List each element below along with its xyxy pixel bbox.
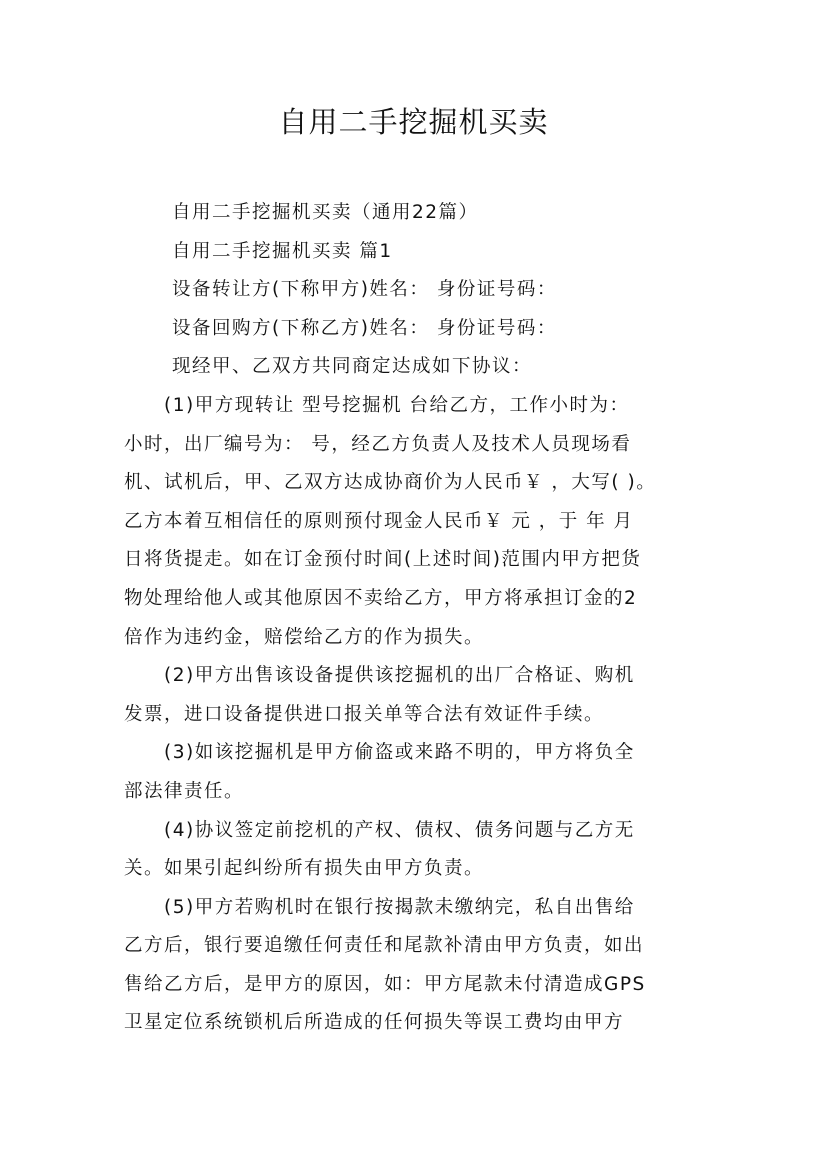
clause-3-line-1: (3)如该挖掘机是甲方偷盗或来路不明的，甲方将负全 bbox=[164, 742, 635, 764]
clause-2-line-1: (2)甲方出售该设备提供该挖掘机的出厂合格证、购机 bbox=[164, 665, 635, 687]
buyer-info-line: 设备回购方(下称乙方)姓名： 身份证号码： bbox=[172, 317, 557, 339]
clause-1-line-6: 物处理给他人或其他原因不卖给乙方，甲方将承担订金的2 bbox=[124, 587, 638, 609]
clause-2-line-2: 发票，进口设备提供进口报关单等合法有效证件手续。 bbox=[124, 703, 605, 725]
clause-1-line-4: 乙方本着互相信任的原则预付现金人民币￥ 元 ，于 年 月 bbox=[124, 510, 634, 532]
agreement-intro-line: 现经甲、乙双方共同商定达成如下协议： bbox=[172, 356, 533, 378]
document-title: 自用二手挖掘机买卖 bbox=[278, 105, 549, 139]
clause-1-line-3: 机、试机后，甲、乙双方达成协商价为人民币￥ ，大写( )。 bbox=[124, 472, 657, 494]
section-heading: 自用二手挖掘机买卖 篇1 bbox=[172, 240, 393, 262]
clause-5-line-4: 卫星定位系统锁机后所造成的任何损失等误工费均由甲方 bbox=[124, 1012, 625, 1034]
clause-5-line-3: 售给乙方后，是甲方的原因，如：甲方尾款未付清造成GPS bbox=[124, 973, 646, 995]
clause-3-line-2: 部法律责任。 bbox=[124, 780, 245, 802]
seller-info-line: 设备转让方(下称甲方)姓名： 身份证号码： bbox=[172, 279, 557, 301]
clause-5-line-2: 乙方后，银行要追缴任何责任和尾款补清由甲方负责，如出 bbox=[124, 935, 645, 957]
clause-4-line-1: (4)协议签定前挖机的产权、债权、债务问题与乙方无 bbox=[164, 819, 635, 841]
subtitle-line: 自用二手挖掘机买卖（通用22篇） bbox=[172, 202, 479, 223]
clause-1-line-7: 倍作为违约金，赔偿给乙方的作为损失。 bbox=[124, 626, 485, 648]
document-body bbox=[124, 194, 714, 1043]
clause-1-line-5: 日将货提走。如在订金预付时间(上述时间)范围内甲方把货 bbox=[124, 549, 642, 571]
clause-1-line-1: (1)甲方现转让 型号挖掘机 台给乙方，工作小时为： bbox=[164, 394, 630, 416]
clause-5-line-1: (5)甲方若购机时在银行按揭款未缴纳完，私自出售给 bbox=[164, 896, 635, 918]
clause-4-line-2: 关。如果引起纠纷所有损失由甲方负责。 bbox=[124, 858, 485, 880]
clause-1-line-2: 小时，出厂编号为： 号，经乙方负责人及技术人员现场看 bbox=[124, 433, 632, 455]
